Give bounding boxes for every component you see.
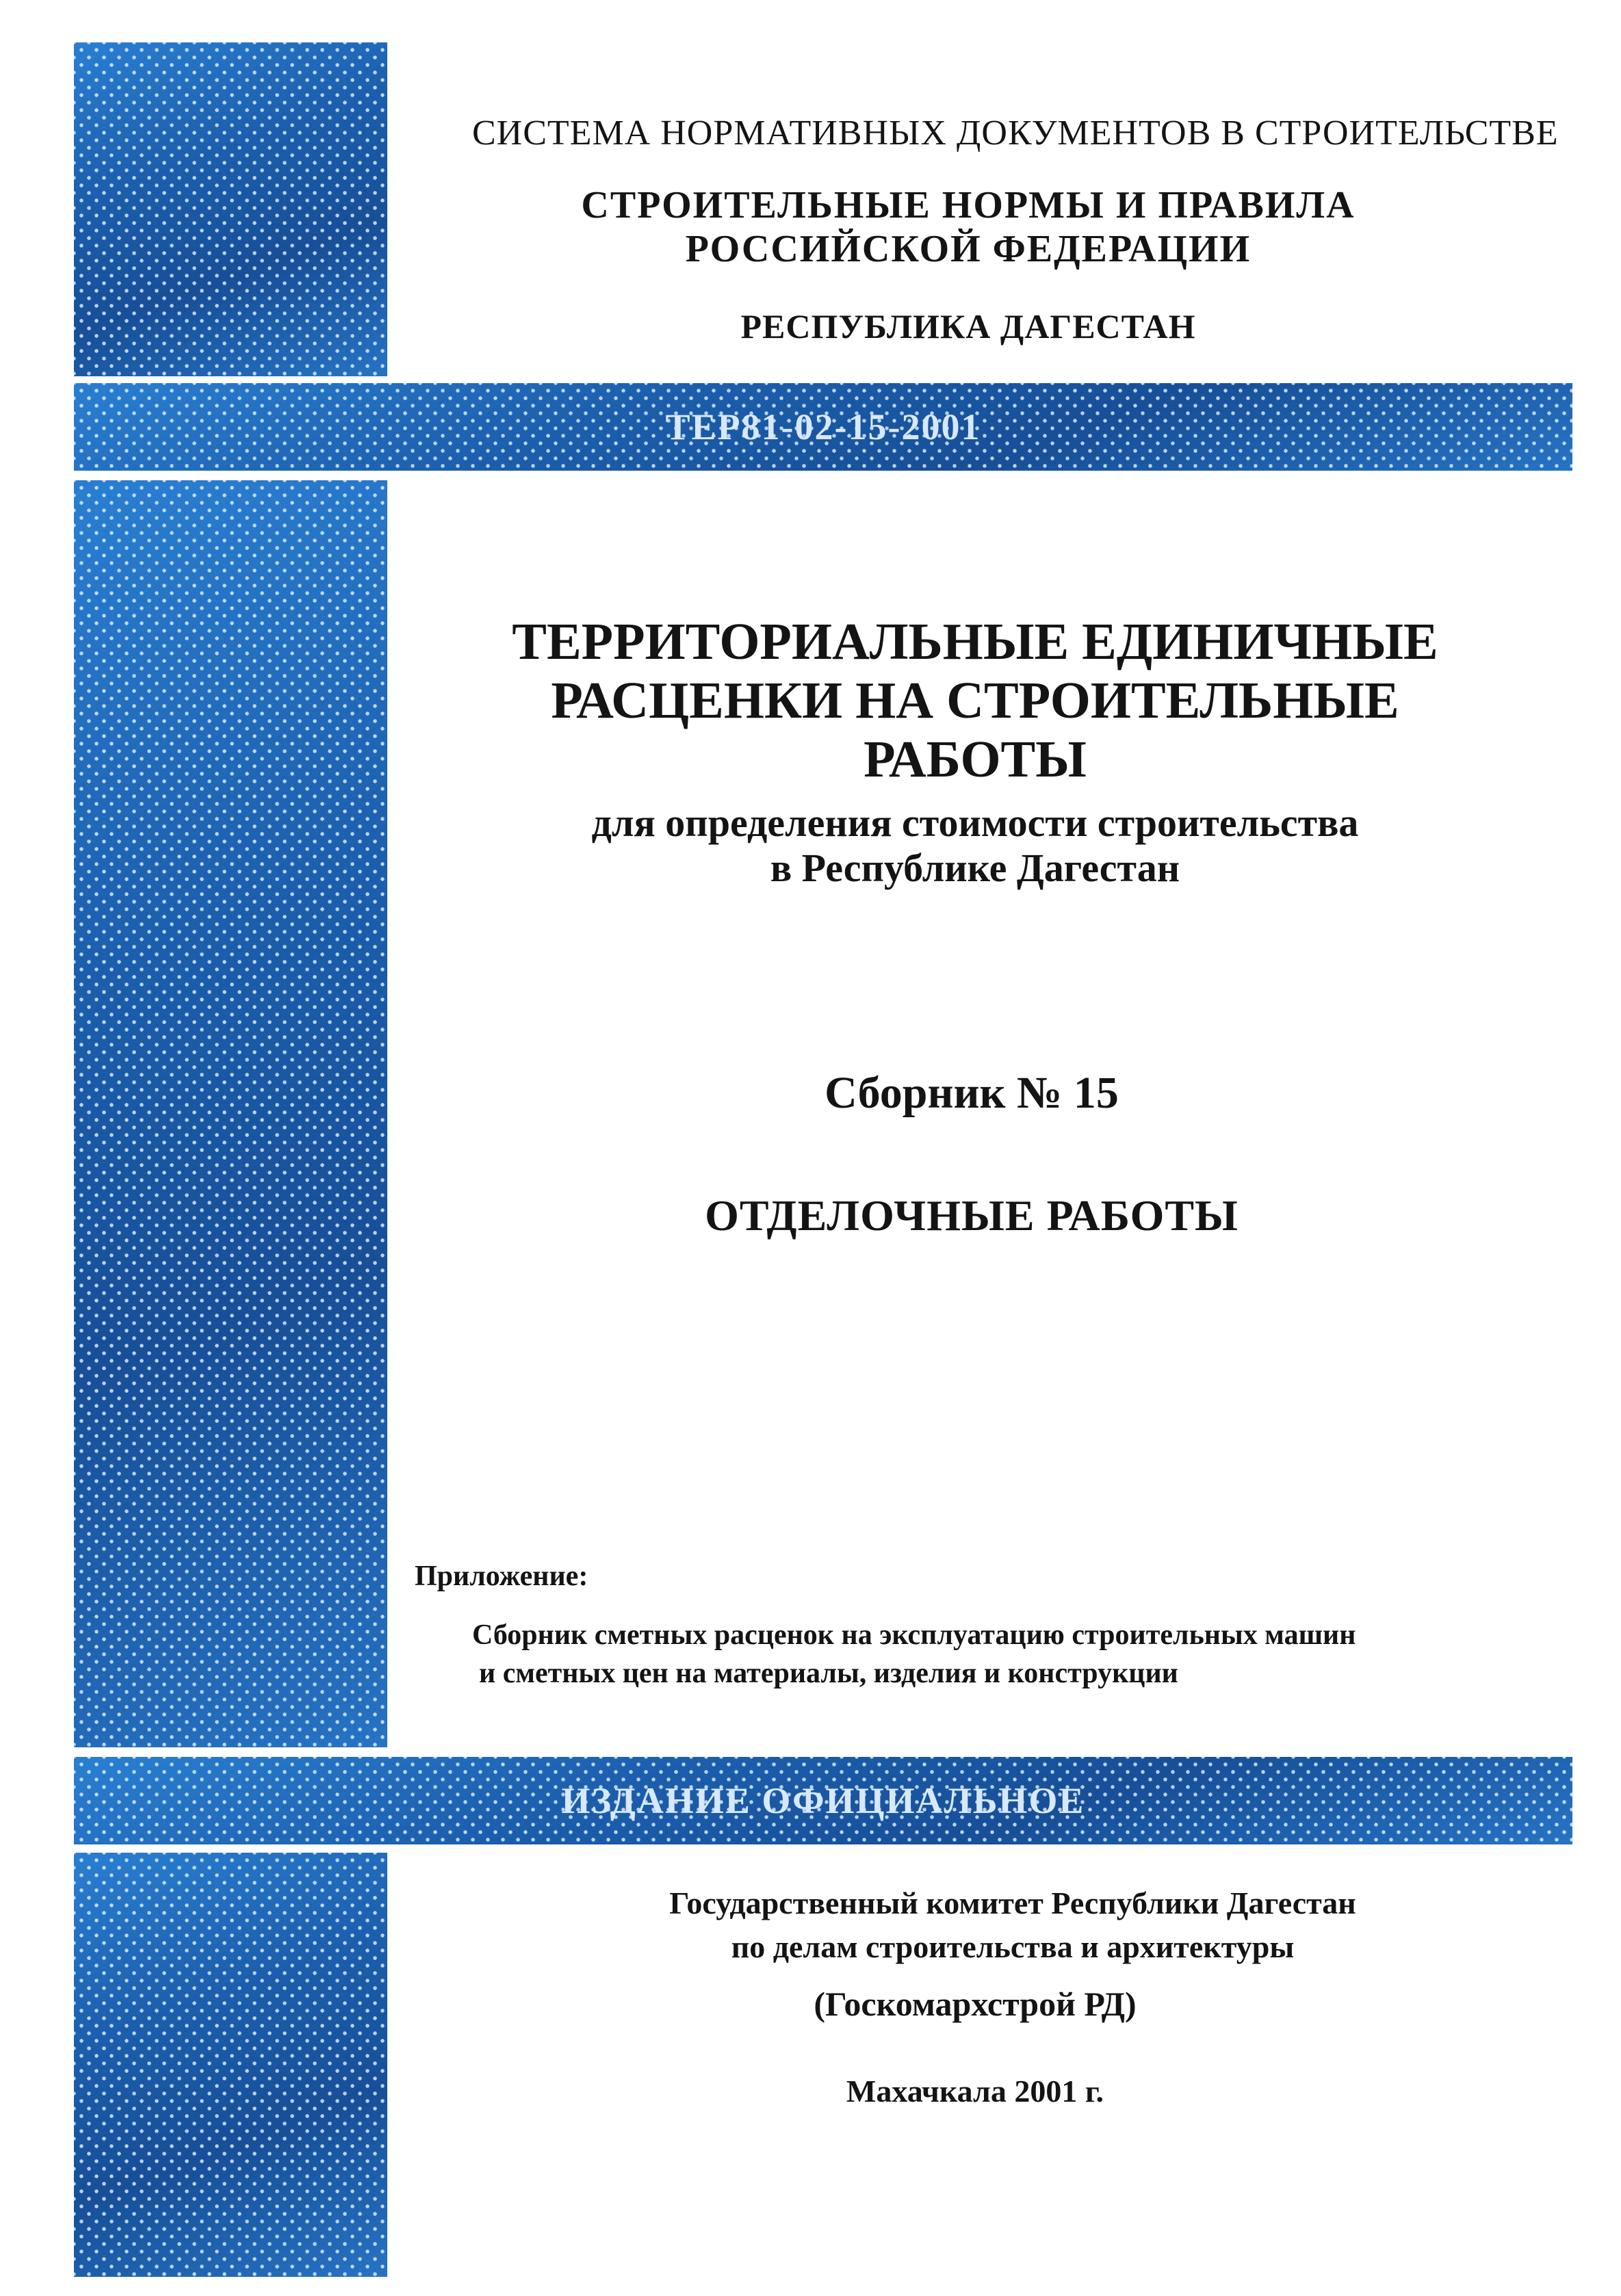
main-title-line1: ТЕРРИТОРИАЛЬНЫЕ ЕДИНИЧНЫЕ: [512, 613, 1438, 670]
appendix-line2: и сметных цен на материалы, изделия и конструкции: [479, 1658, 1178, 1689]
appendix-line1: Сборник сметных расценок на эксплуатацию строительных машин: [472, 1619, 1356, 1651]
publisher-line2: по делам строительства и архитектуры: [731, 1929, 1295, 1964]
main-title-line3: РАБОТЫ: [864, 731, 1087, 788]
main-subtitle-line2: в Республике Дагестан: [770, 846, 1180, 890]
main-subtitle: [472, 800, 1478, 891]
publisher-line1: Государственный комитет Республики Дагестан: [669, 1886, 1356, 1920]
document-code-band: [74, 383, 1572, 471]
document-code: ТЕР81-02-15-2001: [665, 406, 981, 447]
appendix-text: [472, 1616, 1356, 1693]
edition-band: [74, 1757, 1572, 1844]
main-subtitle-line1: для определения стоимости строительства: [591, 800, 1359, 845]
collection-number: Сборник № 15: [825, 1068, 1119, 1118]
main-title-line2: РАСЦЕНКИ НА СТРОИТЕЛЬНЫЕ: [551, 672, 1399, 729]
norms-title-line2: РОССИЙСКОЙ ФЕДЕРАЦИИ: [685, 228, 1252, 270]
edition-label: ИЗДАНИЕ ОФИЦИАЛЬНОЕ: [561, 1780, 1085, 1821]
publisher-abbreviation: (Госкомархстрой РД): [814, 1985, 1137, 2023]
appendix-label: Приложение:: [415, 1561, 588, 1592]
republic-title: РЕСПУБЛИКА ДАГЕСТАН: [740, 307, 1196, 345]
decorative-strip-bottom: [74, 1853, 387, 2277]
main-title: [472, 612, 1478, 789]
decorative-strip-middle: [74, 480, 387, 1747]
norms-title: [472, 183, 1464, 271]
decorative-strip-top: [74, 42, 387, 376]
system-title: СИСТЕМА НОРМАТИВНЫХ ДОКУМЕНТОВ В СТРОИТЕЛЬСТВЕ: [472, 114, 1559, 153]
norms-title-line1: СТРОИТЕЛЬНЫЕ НОРМЫ И ПРАВИЛА: [581, 184, 1356, 226]
section-title: ОТДЕЛОЧНЫЕ РАБОТЫ: [705, 1191, 1239, 1240]
publisher: [472, 1881, 1553, 1969]
place-and-year: Махачкала 2001 г.: [846, 2074, 1104, 2109]
